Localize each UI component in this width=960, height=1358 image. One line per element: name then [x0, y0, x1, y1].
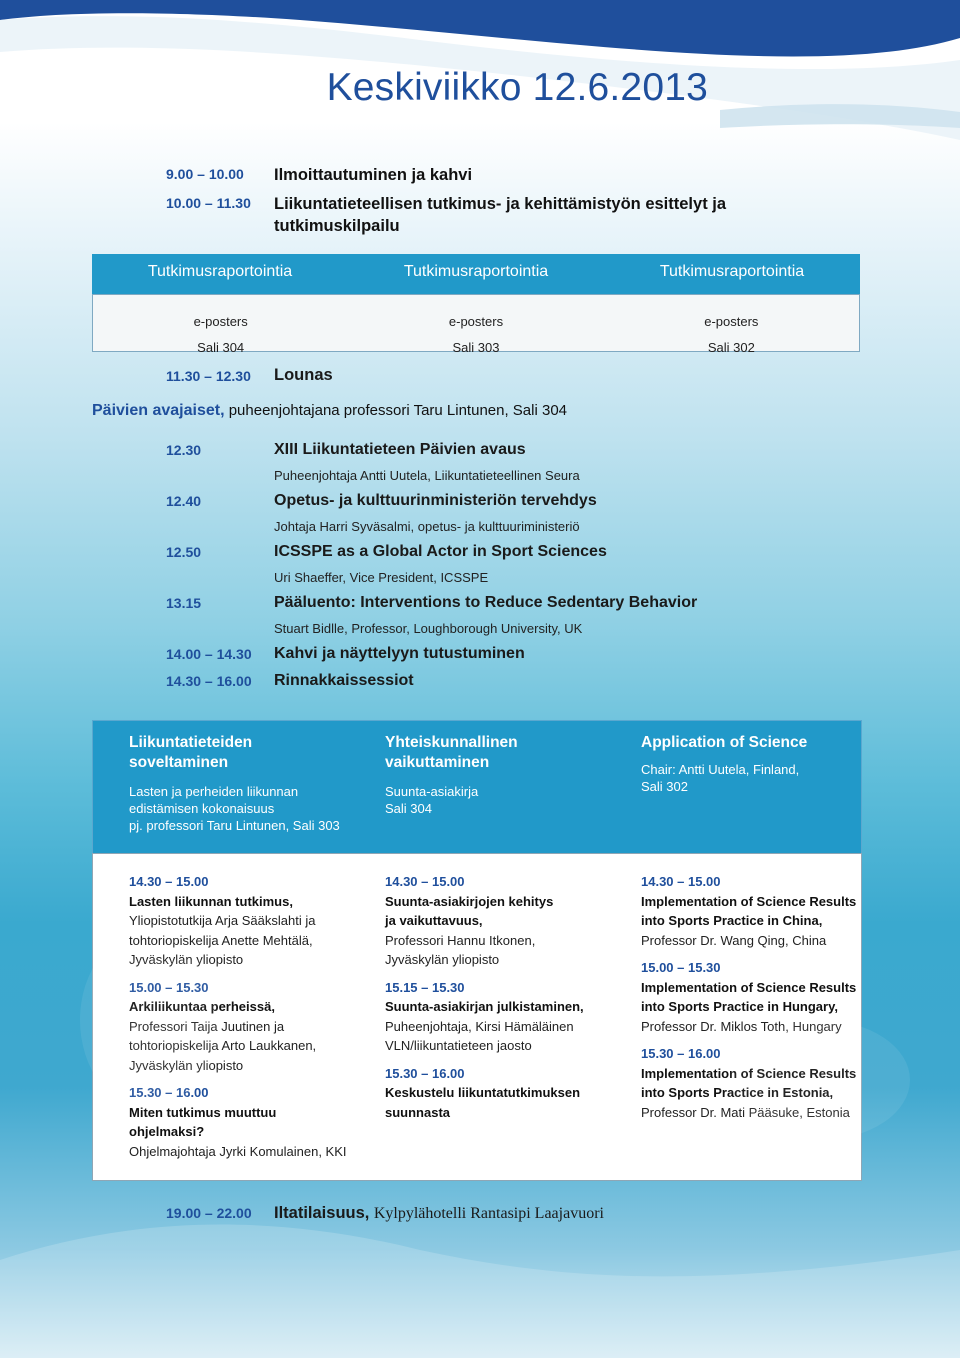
talk-time: 14.30 – 15.00 [385, 874, 465, 889]
session-desc-line: pj. professori Taru Lintunen, Sali 303 [129, 818, 340, 833]
talk-title: Lasten liikunnan tutkimus, [129, 893, 293, 909]
talk-time: 15.15 – 15.30 [385, 979, 465, 995]
reporting-heading: Tutkimusraportointia [147, 263, 293, 280]
agenda-activity: Ilmoittautuminen ja kahvi [274, 166, 473, 184]
reporting-header-row [92, 254, 860, 294]
talk-people: Jyväskylän yliopisto [129, 1057, 244, 1073]
program-row [166, 491, 846, 542]
session-heading: soveltaminen [129, 754, 229, 771]
program-time: 14.30 – 16.00 [166, 673, 252, 689]
reporting-cell [93, 295, 348, 355]
talk-people: Yliopistotutkija Arja Sääkslahti ja [129, 913, 316, 928]
session-desc-line: Lasten ja perheiden liikunnan [129, 784, 299, 799]
agenda-activity: Liikuntatieteellisen tutkimus- ja kehittämistyön esittelyt ja tutkimuskilpailu [274, 195, 727, 235]
reporting-room: Sali 302 [707, 340, 755, 355]
reporting-heading: Tutkimusraportointia [403, 263, 549, 280]
session-header-col [349, 721, 605, 853]
reporting-kind: e-posters [193, 314, 248, 329]
talk-title: Arkiliikuntaa perheissä, [129, 999, 275, 1014]
page-title: Keskiviikko 12.6.2013 [326, 66, 708, 109]
reporting-room: Sali 303 [452, 340, 500, 355]
lunch-time: 11.30 – 12.30 [166, 368, 251, 384]
talk-title: Implementation of Science Results [641, 893, 857, 909]
background-figure-graphic [0, 960, 960, 1358]
session-desc-line: edistämisen kokonaisuus [129, 801, 275, 816]
agenda-time: 9.00 – 10.00 [166, 166, 244, 182]
session-header-col [605, 721, 861, 853]
talk-title: into Sports Practice in Hungary, [641, 999, 838, 1014]
session-desc [385, 783, 605, 817]
session-desc [641, 761, 861, 795]
session-heading: Application of Science [641, 734, 808, 751]
opening-details: puheenjohtajana professori Taru Lintunen, Sali 304 [228, 402, 568, 419]
session-desc-line: Suunta-asiakirja [385, 784, 479, 799]
talk-title: Implementation of Science Results [641, 979, 857, 995]
talk-people: VLN/liikuntatieteen jaosto [385, 1038, 532, 1053]
talk-time: 14.30 – 15.00 [641, 874, 721, 889]
talk-people: Puheenjohtaja, Kirsi Hämäläinen [385, 1018, 574, 1034]
lunch-activity: Lounas [274, 366, 333, 384]
agenda-row [166, 164, 806, 186]
talk-people: Professori Hannu Itkonen, [385, 932, 536, 948]
program-title: Pääluento: Interventions to Reduce Sedentary Behavior [274, 594, 698, 611]
talk-title: into Sports Practice in China, [641, 913, 823, 928]
talk-time: 15.30 – 16.00 [129, 1085, 209, 1100]
talk-title: into Sports Practice in Estonia, [641, 1085, 834, 1100]
reporting-room: Sali 304 [197, 340, 245, 355]
talk-people: Jyväskylän yliopisto [385, 952, 500, 967]
reporting-cell [348, 295, 603, 355]
program-row [166, 644, 846, 671]
reporting-cell [604, 295, 859, 355]
evening-activity: Iltatilaisuus, [274, 1204, 370, 1222]
research-reporting-table [92, 254, 860, 355]
talk-people: Professor Dr. Wang Qing, China [641, 932, 827, 948]
program-time: 12.50 [166, 544, 202, 560]
program-title: Opetus- ja kulttuurinministeriön tervehdys [274, 492, 597, 509]
program-title: Kahvi ja näyttelyyn tutustuminen [274, 645, 525, 662]
talk-time: 15.30 – 16.00 [641, 1046, 721, 1061]
program-title: ICSSPE as a Global Actor in Sport Sciences [274, 543, 607, 560]
program-title: Rinnakkaissessiot [274, 672, 414, 689]
program-time: 12.40 [166, 493, 202, 509]
lunch-row [166, 366, 333, 385]
talk-title: Suunta-asiakirjojen kehitys [385, 893, 554, 909]
talk-title: suunnasta [385, 1104, 451, 1120]
agenda-row [166, 193, 806, 237]
talk-time: 15.30 – 16.00 [385, 1065, 465, 1081]
program-time: 13.15 [166, 595, 202, 611]
opening-line [92, 402, 567, 420]
program-row [166, 542, 846, 593]
reporting-kind: e-posters [448, 314, 504, 329]
talk-time: 15.00 – 15.30 [641, 960, 721, 975]
opening-title: Päivien avajaiset, [92, 402, 225, 419]
session-heading: Liikuntatieteiden [129, 734, 253, 751]
evening-time: 19.00 – 22.00 [166, 1205, 252, 1221]
session-desc-line: Sali 302 [641, 779, 688, 794]
talk-people: Professor Dr. Miklos Toth, Hungary [641, 1018, 842, 1034]
program-row [166, 440, 846, 491]
talk-people: Ohjelmajohtaja Jyrki Komulainen, KKI [129, 1143, 347, 1159]
session-heading: vaikuttaminen [385, 754, 490, 771]
talk-title: Suunta-asiakirjan julkistaminen, [385, 999, 584, 1014]
program-time: 14.00 – 14.30 [166, 646, 252, 662]
session-desc [129, 783, 349, 834]
talk-people: tohtoriopiskelija Anette Mehtälä, [129, 932, 313, 948]
program-speaker: Johtaja Harri Syväsalmi, opetus- ja kulttuuriministeriö [274, 519, 580, 534]
morning-agenda [166, 164, 806, 244]
program-title: XIII Liikuntatieteen Päivien avaus [274, 441, 526, 458]
talk-people: Professor Dr. Mati Pääsuke, Estonia [641, 1104, 850, 1120]
program-speaker: Uri Shaeffer, Vice President, ICSSPE [274, 570, 489, 585]
program-speaker: Stuart Bidlle, Professor, Loughborough University, UK [274, 621, 583, 636]
talk-title: Miten tutkimus muuttuu [129, 1104, 277, 1120]
program-time: 12.30 [166, 442, 202, 458]
reporting-heading: Tutkimusraportointia [659, 263, 805, 280]
talk-people: tohtoriopiskelija Arto Laukkanen, [129, 1038, 317, 1053]
program-speaker: Puheenjohtaja Antti Uutela, Liikuntatieteellinen Seura [274, 468, 580, 483]
reporting-kind: e-posters [704, 314, 759, 329]
talk-title: ja vaikuttavuus, [385, 913, 483, 928]
program-row [166, 671, 846, 698]
evening-venue: Kylpylähotelli Rantasipi Laajavuori [373, 1205, 604, 1222]
talk-title: Keskustelu liikuntatutkimuksen [385, 1085, 581, 1100]
session-desc-line: Chair: Antti Uutela, Finland, [641, 762, 800, 777]
parallel-sessions-header [92, 720, 862, 854]
session-desc-line: Sali 304 [385, 801, 432, 816]
session-heading: Yhteiskunnallinen [385, 734, 518, 751]
talk-time: 14.30 – 15.00 [129, 874, 209, 889]
talk-title: ohjelmaksi? [129, 1124, 205, 1139]
reporting-body-row [92, 294, 860, 355]
opening-program [166, 440, 846, 698]
agenda-time: 10.00 – 11.30 [166, 195, 251, 211]
talk-people: Jyväskylän yliopisto [129, 952, 244, 967]
talk-people: Professori Taija Juutinen ja [129, 1018, 285, 1034]
session-header-col [93, 721, 349, 853]
talk-title: Implementation of Science Results [641, 1065, 857, 1081]
talk-time: 15.00 – 15.30 [129, 979, 209, 995]
program-row [166, 593, 846, 644]
